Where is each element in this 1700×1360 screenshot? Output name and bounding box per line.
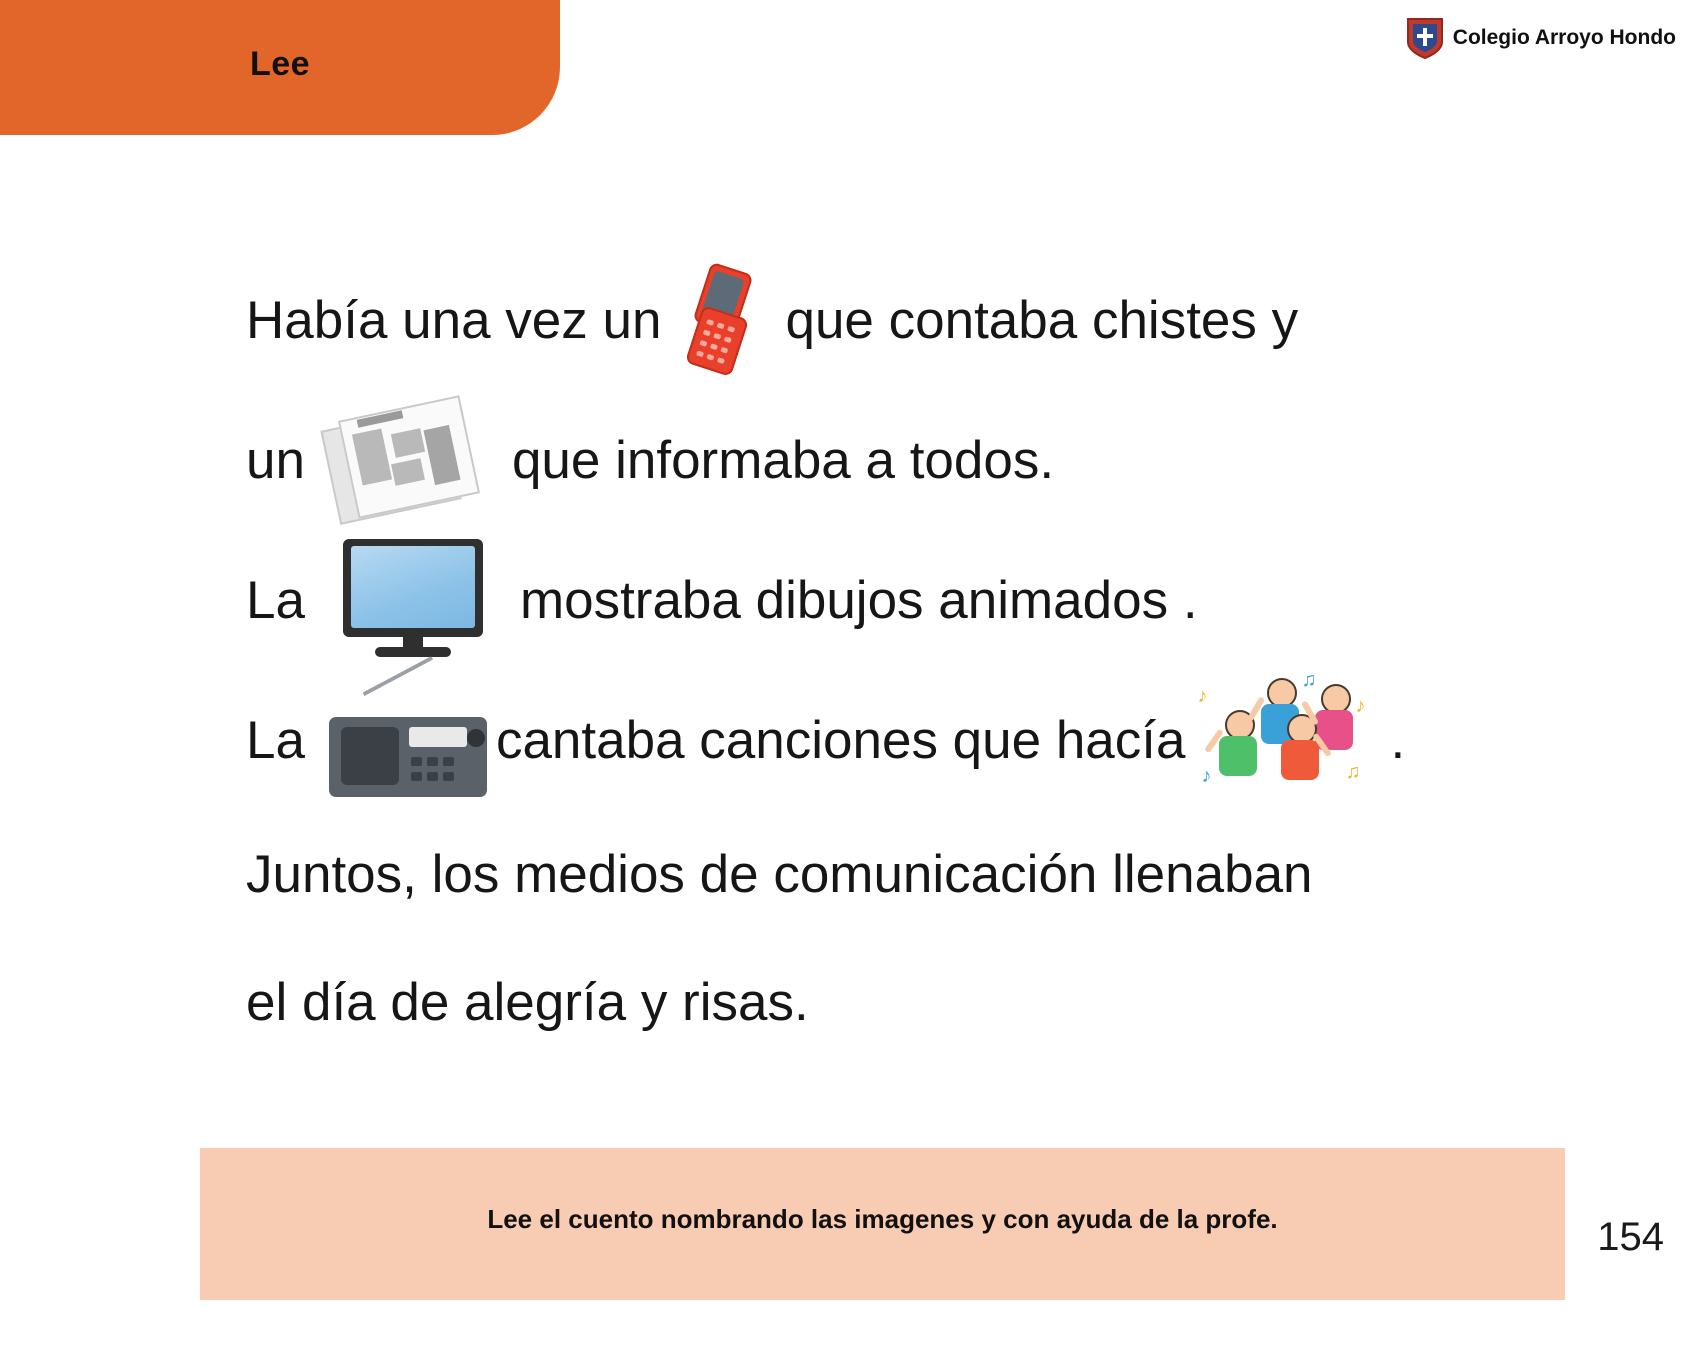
story-line-1-after: que contaba chistes y — [785, 290, 1299, 350]
school-brand — [1406, 16, 1676, 60]
story-line-5-text: Juntos, los medios de comunicación llenaban — [246, 844, 1313, 904]
instruction-text: Lee el cuento nombrando las imagenes y con ayuda de la profe. — [487, 1204, 1278, 1234]
story-line-1-before: Había una vez un — [246, 290, 662, 350]
mobile-phone-icon — [675, 265, 771, 375]
section-tab-label: Lee — [250, 45, 311, 83]
story-line-5 — [246, 810, 1566, 938]
story-line-2-after: que informaba a todos. — [511, 430, 1055, 490]
radio-icon — [317, 673, 492, 808]
story-line-6-text: el día de alegría y risas. — [246, 972, 809, 1032]
story-line-3-before: La — [246, 570, 305, 630]
story-line-6 — [246, 938, 1566, 1066]
story-line-2-before: un — [246, 430, 305, 490]
story-line-1 — [246, 250, 1566, 390]
school-brand-name: Colegio Arroyo Hondo — [1452, 26, 1676, 49]
story-line-2 — [246, 390, 1566, 530]
story-body — [246, 250, 1566, 1066]
instruction-band — [200, 1148, 1565, 1300]
school-crest-icon — [1406, 16, 1444, 60]
story-line-3-after: mostraba dibujos animados . — [519, 570, 1198, 630]
story-line-4 — [246, 670, 1566, 810]
page-number: 154 — [1597, 1215, 1664, 1259]
newspaper-icon — [321, 393, 496, 528]
television-icon — [325, 533, 500, 668]
story-line-3 — [246, 530, 1566, 670]
story-line-4-before: La — [246, 710, 305, 770]
dancing-children-icon: ♪ ♫ ♪ ♪ ♫ — [1197, 669, 1366, 787]
story-line-4-after: . — [1390, 710, 1406, 770]
story-line-4-middle: cantaba canciones que hacía — [495, 710, 1186, 770]
